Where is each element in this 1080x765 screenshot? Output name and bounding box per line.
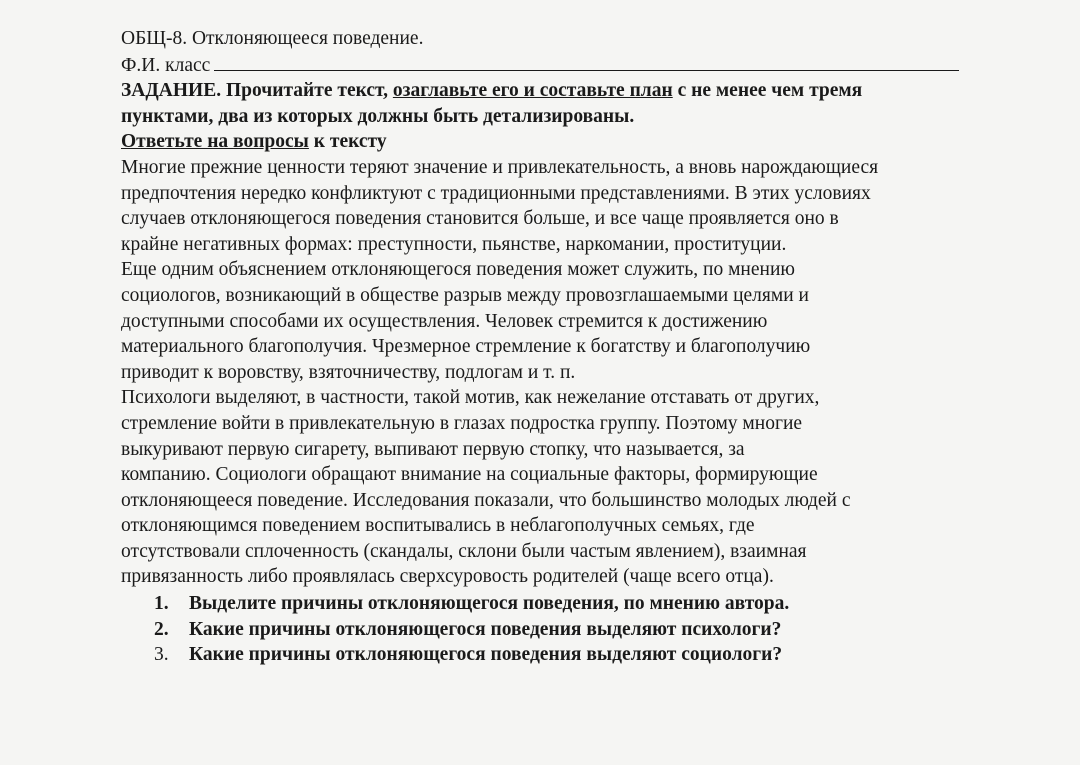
question-text: Какие причины отклоняющегося поведения выделяют психологи? [189,618,782,640]
question-item [121,642,1001,668]
fio-class-blank-line [214,52,959,71]
question-item [121,591,1001,617]
questions-list [121,591,1001,668]
text-line: отклоняющимся поведением воспитывались в неблагополучных семьях, где [121,515,755,537]
text-line: компанию. Социологи обращают внимание на социальные факторы, формирующие [121,464,818,486]
task-tail-1: с не менее чем тремя [672,80,863,102]
worksheet [121,26,1001,668]
question-number: 1. [154,593,169,615]
text-line: выкуривают первую сигарету, выпивают первую стопку, что называется, за [121,438,745,460]
question-text: Выделите причины отклоняющегося поведения, по мнению автора. [189,593,790,615]
task-tail-2: к тексту [308,131,387,153]
task-line-1 [121,78,1001,104]
task-underlined-title-plan: озаглавьте его и составьте план [392,80,673,102]
text-line: Многие прежние ценности теряют значение и привлекательность, а вновь нарождающиеся [121,156,879,178]
question-item [121,617,1001,643]
text-line: крайне негативных формах: преступности, пьянстве, наркомании, проституции. [121,233,787,255]
question-text: Какие причины отклоняющегося поведения выделяют социологи? [189,644,783,666]
text-line: отклоняющееся поведение. Исследования показали, что большинство молодых людей с [121,489,851,511]
task-lead: ЗАДАНИЕ. Прочитайте текст, [121,80,393,102]
text-line: социологов, возникающий в обществе разрыв между провозглашаемыми целями и [121,284,809,306]
text-line: материального благополучия. Чрезмерное стремление к богатству и благополучию [121,336,811,358]
task-line-2: пунктами, два из которых должны быть детализированы. [121,105,635,127]
text-line: случаев отклоняющегося поведения становится больше, и все чаще проявляется оно в [121,208,839,230]
task-underlined-answer: Ответьте на вопросы [121,131,309,153]
text-line: привязанность либо проявлялась сверхсуровость родителей (чаще всего отца). [121,566,774,588]
question-number: 3. [154,644,169,666]
text-line: Еще одним объяснением отклоняющегося поведения может служить, по мнению [121,259,795,281]
text-line: предпочтения нередко конфликтуют с традиционными представлениями. В этих условиях [121,182,871,204]
text-line: Психологи выделяют, в частности, такой мотив, как нежелание отставать от других, [121,387,820,409]
fio-class-label: Ф.И. класс [121,54,211,76]
text-line: отсутствовали сплоченность (скандалы, склони были частым явлением), взаимная [121,540,807,562]
worksheet-title: ОБЩ-8. Отклоняющееся поведение. [121,28,424,49]
text-line: стремление войти в привлекательную в глазах подростка группу. Поэтому многие [121,412,803,434]
question-number: 2. [154,618,169,640]
text-line: доступными способами их осуществления. Человек стремится к достижению [121,310,768,332]
text-line: приводит к воровству, взяточничеству, подлогам и т. п. [121,361,576,383]
task-line-3 [121,129,1001,155]
reading-text [121,155,1001,590]
fio-class-row [121,52,1001,79]
